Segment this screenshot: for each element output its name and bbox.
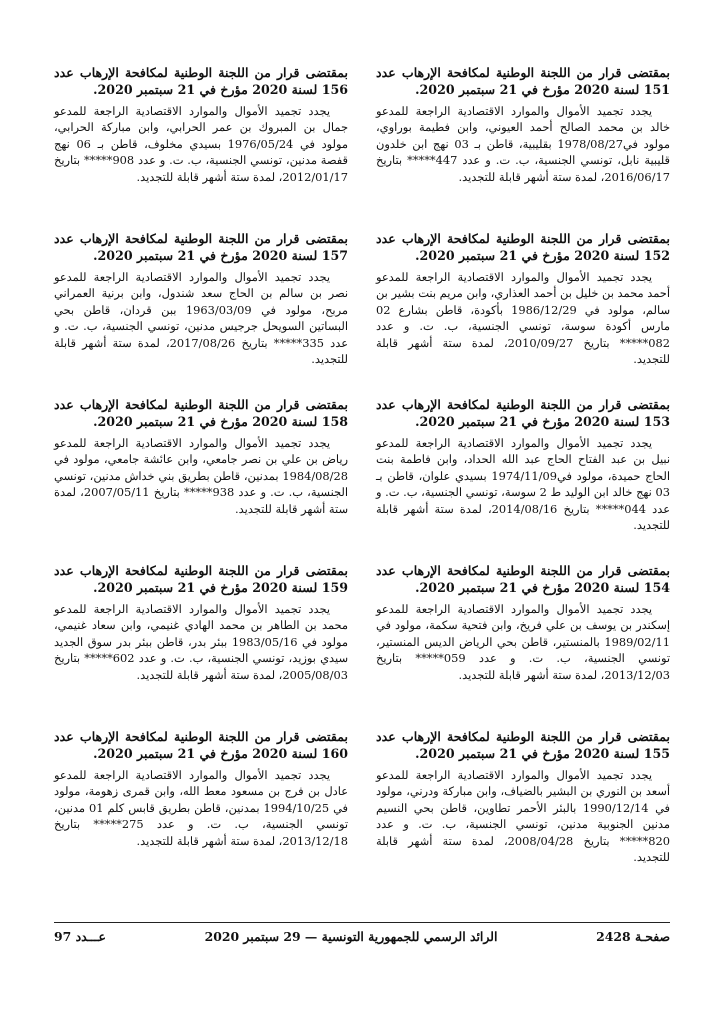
decree-title: بمقتضى قرار من اللجنة الوطنية لمكافحة الإرهاب عدد 151 لسنة 2020 مؤرخ في 21 سبتمبر 2020. <box>376 65 670 97</box>
decree-entry-160 <box>54 728 348 894</box>
left-column <box>54 64 348 894</box>
decree-entry-157 <box>54 230 348 396</box>
decree-entry-155 <box>376 728 670 894</box>
right-column <box>376 64 670 894</box>
decree-body: يجدد تجميد الأموال والموارد الاقتصادية الراجعة للمدعو نبيل بن عبد الفتاح الحاج عبد الله الحداد، وابن فاطمة بنت الحاج حميدة، مولود في1974/11/09 بسيدي علوان، قاطن بـ 03 نهج خالد ابن الوليد ط 2 سوسة، تونسي الجنسية، ب. ت. و عدد 044***** بتاريخ 2014/08/16، لمدة ستة أشهر قابلة للتجديد. <box>376 436 671 533</box>
decree-title: بمقتضى قرار من اللجنة الوطنية لمكافحة الإرهاب عدد 155 لسنة 2020 مؤرخ في 21 سبتمبر 2020. <box>376 729 670 761</box>
journal-title: الرائد الرسمي للجمهورية التونسية — 29 سبتمبر 2020 <box>204 929 498 944</box>
decree-title: بمقتضى قرار من اللجنة الوطنية لمكافحة الإرهاب عدد 156 لسنة 2020 مؤرخ في 21 سبتمبر 2020. <box>54 65 348 97</box>
decree-entry-158 <box>54 396 348 562</box>
two-column-layout <box>54 64 670 894</box>
issue-number: عـــدد 97 <box>54 929 106 944</box>
decree-body: يجدد تجميد الأموال والموارد الاقتصادية الراجعة للمدعو أسعد بن النوري بن البشير بالضياف، وابن مباركة ودرني، مولود في 1990/12/14 بالبئر الأحمر تطاوين، قاطن بحي النسيم مدنين الجنوبية مدنين، تونسي الجنسية، ب. ت. و عدد 820***** بتاريخ 2008/04/28، لمدة ستة أشهر قابلة للتجديد. <box>376 768 671 865</box>
decree-body: يجدد تجميد الأموال والموارد الاقتصادية الراجعة للمدعو رياض بن علي بن نصر جامعي، وابن عائشة جامعي، مولود في 1984/08/28 بمدنين، قاطن بطريق بني خداش مدنين، تونسي الجنسية، ب. ت. و عدد 938***** بتاريخ 2007/05/11، لمدة ستة أشهر قابلة للتجديد. <box>54 436 348 516</box>
decree-body: يجدد تجميد الأموال والموارد الاقتصادية الراجعة للمدعو جمال بن المبروك بن عمر الحرابي، وابن مباركة الحرابي، مولود في 1976/05/24 بسيدي مخلوف، قاطن بـ 06 نهج قفصة مدنين، تونسي الجنسية، ب. ت. و عدد 908***** بتاريخ 2012/01/17، لمدة ستة أشهر قابلة للتجديد. <box>54 104 348 184</box>
decree-entry-153 <box>376 396 670 562</box>
decree-entry-159 <box>54 562 348 728</box>
decree-body: يجدد تجميد الأموال والموارد الاقتصادية الراجعة للمدعو إسكندر بن يوسف بن علي فريخ، وابن فتحية سكمة، مولود في 1989/02/11 بالمنستير، قاطن بحي الرياض الديس المنستير، تونسي الجنسية، ب. ت. و عدد 059***** بتاريخ 2013/12/03، لمدة ستة أشهر قابلة للتجديد. <box>376 602 670 682</box>
decree-title: بمقتضى قرار من اللجنة الوطنية لمكافحة الإرهاب عدد 160 لسنة 2020 مؤرخ في 21 سبتمبر 2020. <box>54 729 348 761</box>
decree-title: بمقتضى قرار من اللجنة الوطنية لمكافحة الإرهاب عدد 157 لسنة 2020 مؤرخ في 21 سبتمبر 2020. <box>54 231 348 263</box>
footer-divider <box>54 922 670 923</box>
decree-body: يجدد تجميد الأموال والموارد الاقتصادية الراجعة للمدعو عادل بن فرج بن مسعود معط الله، وابن قمرى زهومة، مولود في 1994/10/25 بمدنين، قاطن بطريق قابس كلم 01 مدنين، تونسي الجنسية، ب. ت. و عدد 275***** بتاريخ 2013/12/18، لمدة ستة أشهر قابلة للتجديد. <box>54 768 349 848</box>
decree-entry-151 <box>376 64 670 230</box>
page-footer <box>54 929 670 944</box>
document-page <box>54 64 670 1024</box>
page-number: صفحـة 2428 <box>596 929 670 944</box>
decree-body: يجدد تجميد الأموال والموارد الاقتصادية الراجعة للمدعو خالد بن محمد الصالح أحمد العيوني، وابن فطيمة بوراوي، مولود في1978/08/27 بقليبية، قاطن بـ 03 نهج ابن خلدون قليبية نابل، تونسي الجنسية، ب. ت. و عدد 447***** بتاريخ 2016/06/17، لمدة ستة أشهر قابلة للتجديد. <box>376 104 670 184</box>
decree-body: يجدد تجميد الأموال والموارد الاقتصادية الراجعة للمدعو محمد بن الطاهر بن محمد الهادي غنيمي، وابن سعاد غنيمي، مولود في 1983/05/16 ببئر بدر، قاطن ببئر بدر سوق الجديد سيدي بوزيد، تونسي الجنسية، ب. ت. و عدد 602***** بتاريخ 2005/08/03، لمدة ستة أشهر قابلة للتجديد. <box>54 602 349 682</box>
decree-entry-154 <box>376 562 670 728</box>
decree-body: يجدد تجميد الأموال والموارد الاقتصادية الراجعة للمدعو أحمد محمد بن خليل بن أحمد العذاري، وابن مريم بنت بشير بن سالم، مولود في 1986/12/29 بأكودة، قاطن بشارع 02 مارس أكودة سوسة، تونسي الجنسية، ب. ت. و عدد 082***** بتاريخ 2010/09/27، لمدة ستة أشهر قابلة للتجديد. <box>376 270 670 367</box>
decree-title: بمقتضى قرار من اللجنة الوطنية لمكافحة الإرهاب عدد 153 لسنة 2020 مؤرخ في 21 سبتمبر 2020. <box>376 397 670 429</box>
decree-title: بمقتضى قرار من اللجنة الوطنية لمكافحة الإرهاب عدد 158 لسنة 2020 مؤرخ في 21 سبتمبر 2020. <box>54 397 348 429</box>
decree-title: بمقتضى قرار من اللجنة الوطنية لمكافحة الإرهاب عدد 159 لسنة 2020 مؤرخ في 21 سبتمبر 2020. <box>54 563 348 595</box>
decree-entry-156 <box>54 64 348 230</box>
decree-title: بمقتضى قرار من اللجنة الوطنية لمكافحة الإرهاب عدد 152 لسنة 2020 مؤرخ في 21 سبتمبر 2020. <box>376 231 670 263</box>
decree-entry-152 <box>376 230 670 396</box>
decree-title: بمقتضى قرار من اللجنة الوطنية لمكافحة الإرهاب عدد 154 لسنة 2020 مؤرخ في 21 سبتمبر 2020. <box>376 563 670 595</box>
decree-body: يجدد تجميد الأموال والموارد الاقتصادية الراجعة للمدعو نصر بن سالم بن الحاج سعد شندول، وابن برنية العمراني مربح، مولود في 1963/03/09 ببن قردان، قاطن بحي البساتين السويحل جرجيس مدنين، تونسي الجنسية، ب. ت. و عدد 335***** بتاريخ 2017/08/26، لمدة ستة أشهر قابلة للتجديد. <box>54 270 348 367</box>
